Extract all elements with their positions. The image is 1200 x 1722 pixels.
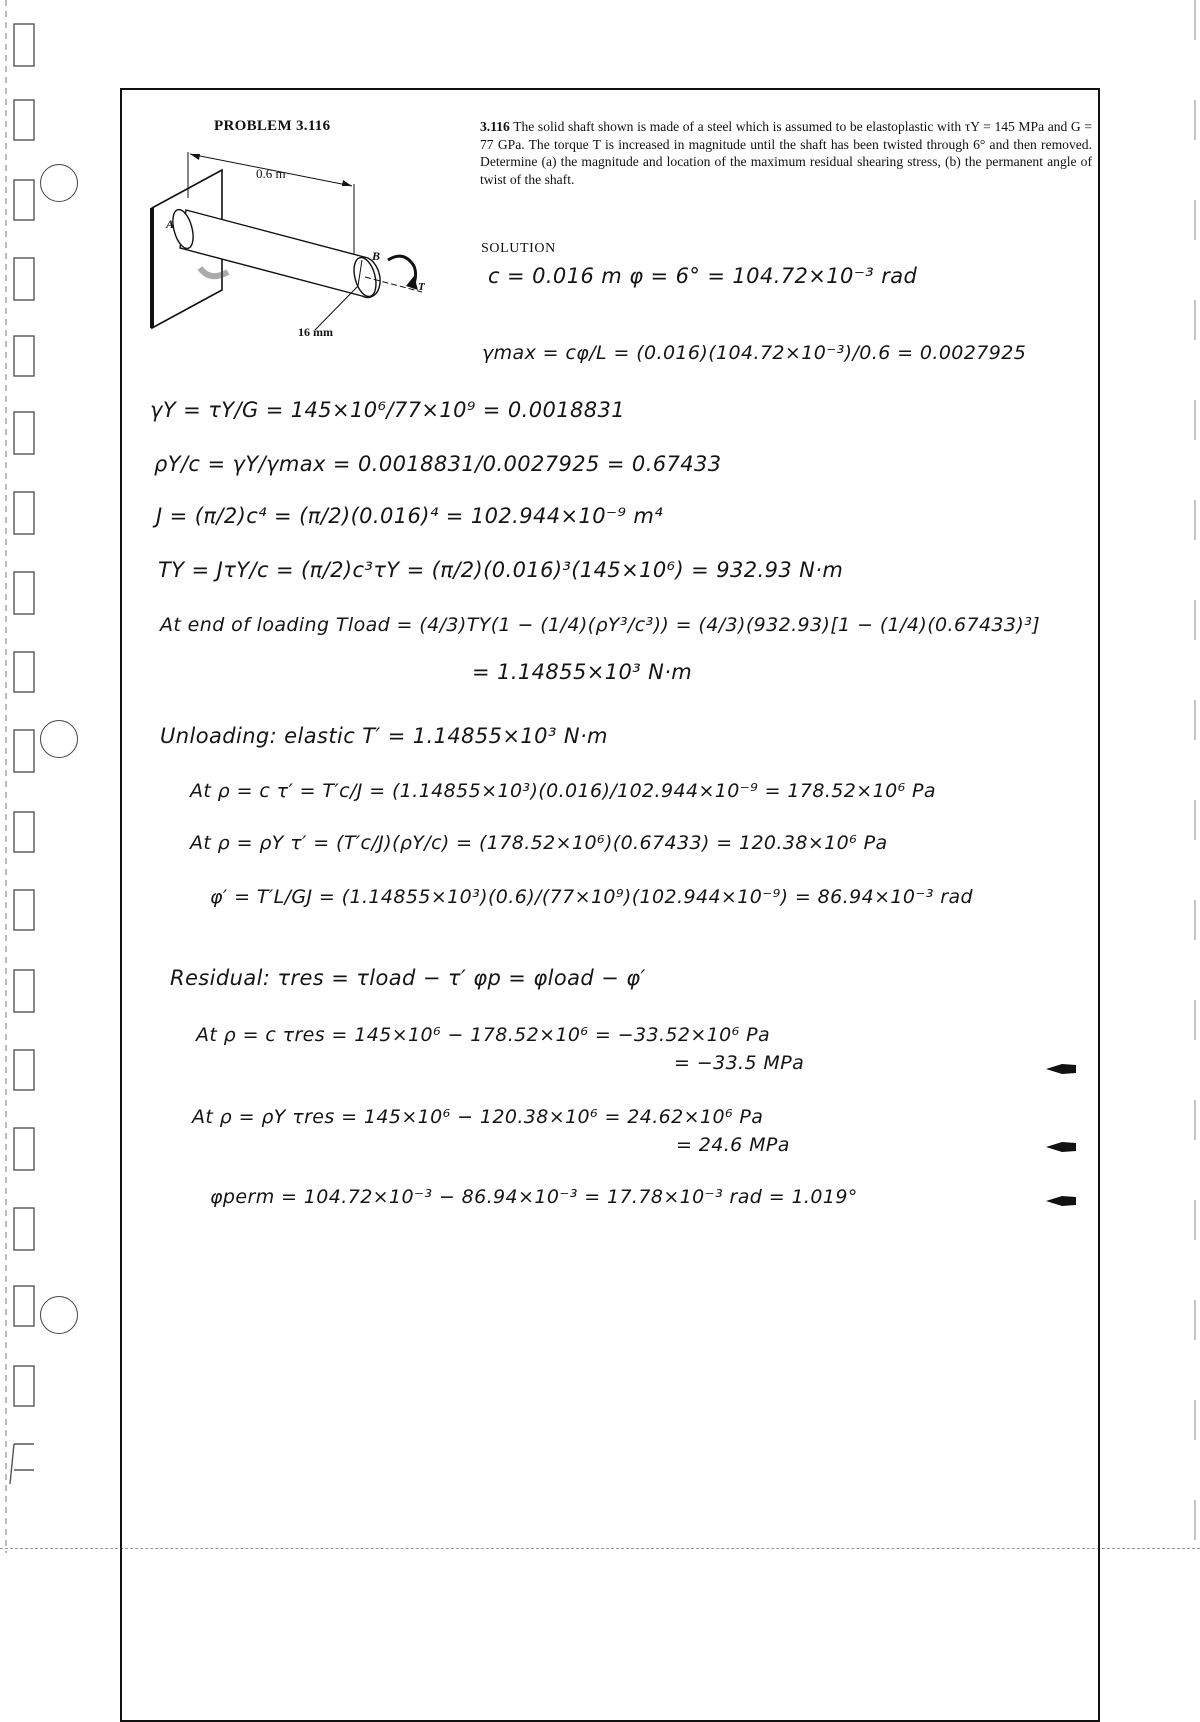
solution-line: Residual: τres = τload − τ′ φp = φload − φ′ [170,966,646,990]
solution-line: At ρ = c τ′ = T′c/J = (1.14855×10³)(0.016)/102.944×10⁻⁹ = 178.52×10⁶ Pa [190,780,936,802]
solution-line: At ρ = ρY τres = 145×10⁶ − 120.38×10⁶ = 24.62×10⁶ Pa [192,1106,764,1128]
answer-marker-icon [1046,1064,1076,1074]
solution-line: c = 0.016 m φ = 6° = 104.72×10⁻³ rad [488,264,918,288]
solution-line: At end of loading Tload = (4/3)TY(1 − (1/4)(ρY³/c³)) = (4/3)(932.93)[1 − (1/4)(0.67433)³] [160,614,1041,636]
answer-marker-icon [1046,1142,1076,1152]
solution-label: SOLUTION [481,241,556,256]
right-edge [1194,0,1196,1553]
problem-number: 3.116 [480,119,510,134]
end-a-label: A [166,217,175,231]
binder-hole [40,720,78,758]
solution-line: TY = JτY/c = (π/2)c³τY = (π/2)(0.016)³(145×10⁶) = 932.93 N·m [158,558,844,582]
diameter-label: 16 mm [298,325,333,339]
solution-line: γmax = cφ/L = (0.016)(104.72×10⁻³)/0.6 = 0.0027925 [482,342,1027,364]
solution-line: = 24.6 MPa [676,1134,790,1156]
end-b-label: B [372,249,381,263]
solution-line: = 1.14855×10³ N·m [472,660,693,684]
solution-line: φ′ = T′L/GJ = (1.14855×10³)(0.6)/(77×10⁹)(102.944×10⁻⁹) = 86.94×10⁻³ rad [210,886,973,908]
solution-line: Unloading: elastic T′ = 1.14855×10³ N·m [160,724,608,748]
binder-hole [40,1296,78,1334]
solution-line: At ρ = ρY τ′ = (T′c/J)(ρY/c) = (178.52×10⁶)(0.67433) = 120.38×10⁶ Pa [190,832,888,854]
solution-line: γY = τY/G = 145×10⁶/77×10⁹ = 0.0018831 [150,398,626,422]
binder-hole [40,164,78,202]
problem-statement [480,118,1092,188]
answer-marker-icon [1046,1196,1076,1206]
solution-line: ρY/c = γY/γmax = 0.0018831/0.0027925 = 0.67433 [154,452,722,476]
torque-label: T [418,281,425,293]
solution-line: = −33.5 MPa [674,1052,805,1074]
solution-line: At ρ = c τres = 145×10⁶ − 178.52×10⁶ = −33.52×10⁶ Pa [196,1024,771,1046]
solution-line: φperm = 104.72×10⁻³ − 86.94×10⁻³ = 17.78×10⁻³ rad = 1.019° [210,1186,858,1208]
solution-line: J = (π/2)c⁴ = (π/2)(0.016)⁴ = 102.944×10⁻⁹ m⁴ [156,504,664,528]
shaft-figure [140,140,440,350]
problem-title: PROBLEM 3.116 [214,118,331,134]
problem-text: The solid shaft shown is made of a steel which is assumed to be elastoplastic with τY = 145 MPa and G = 77 GPa. The torque T is increased in magnitude until the shaft has been twisted through 6° and then removed. Determine (a) the magnitude and location of the maximum residual shearing stress, (b) the permanent angle of twist of the shaft. [480,119,1092,187]
length-label: 0.6 m [256,166,286,181]
